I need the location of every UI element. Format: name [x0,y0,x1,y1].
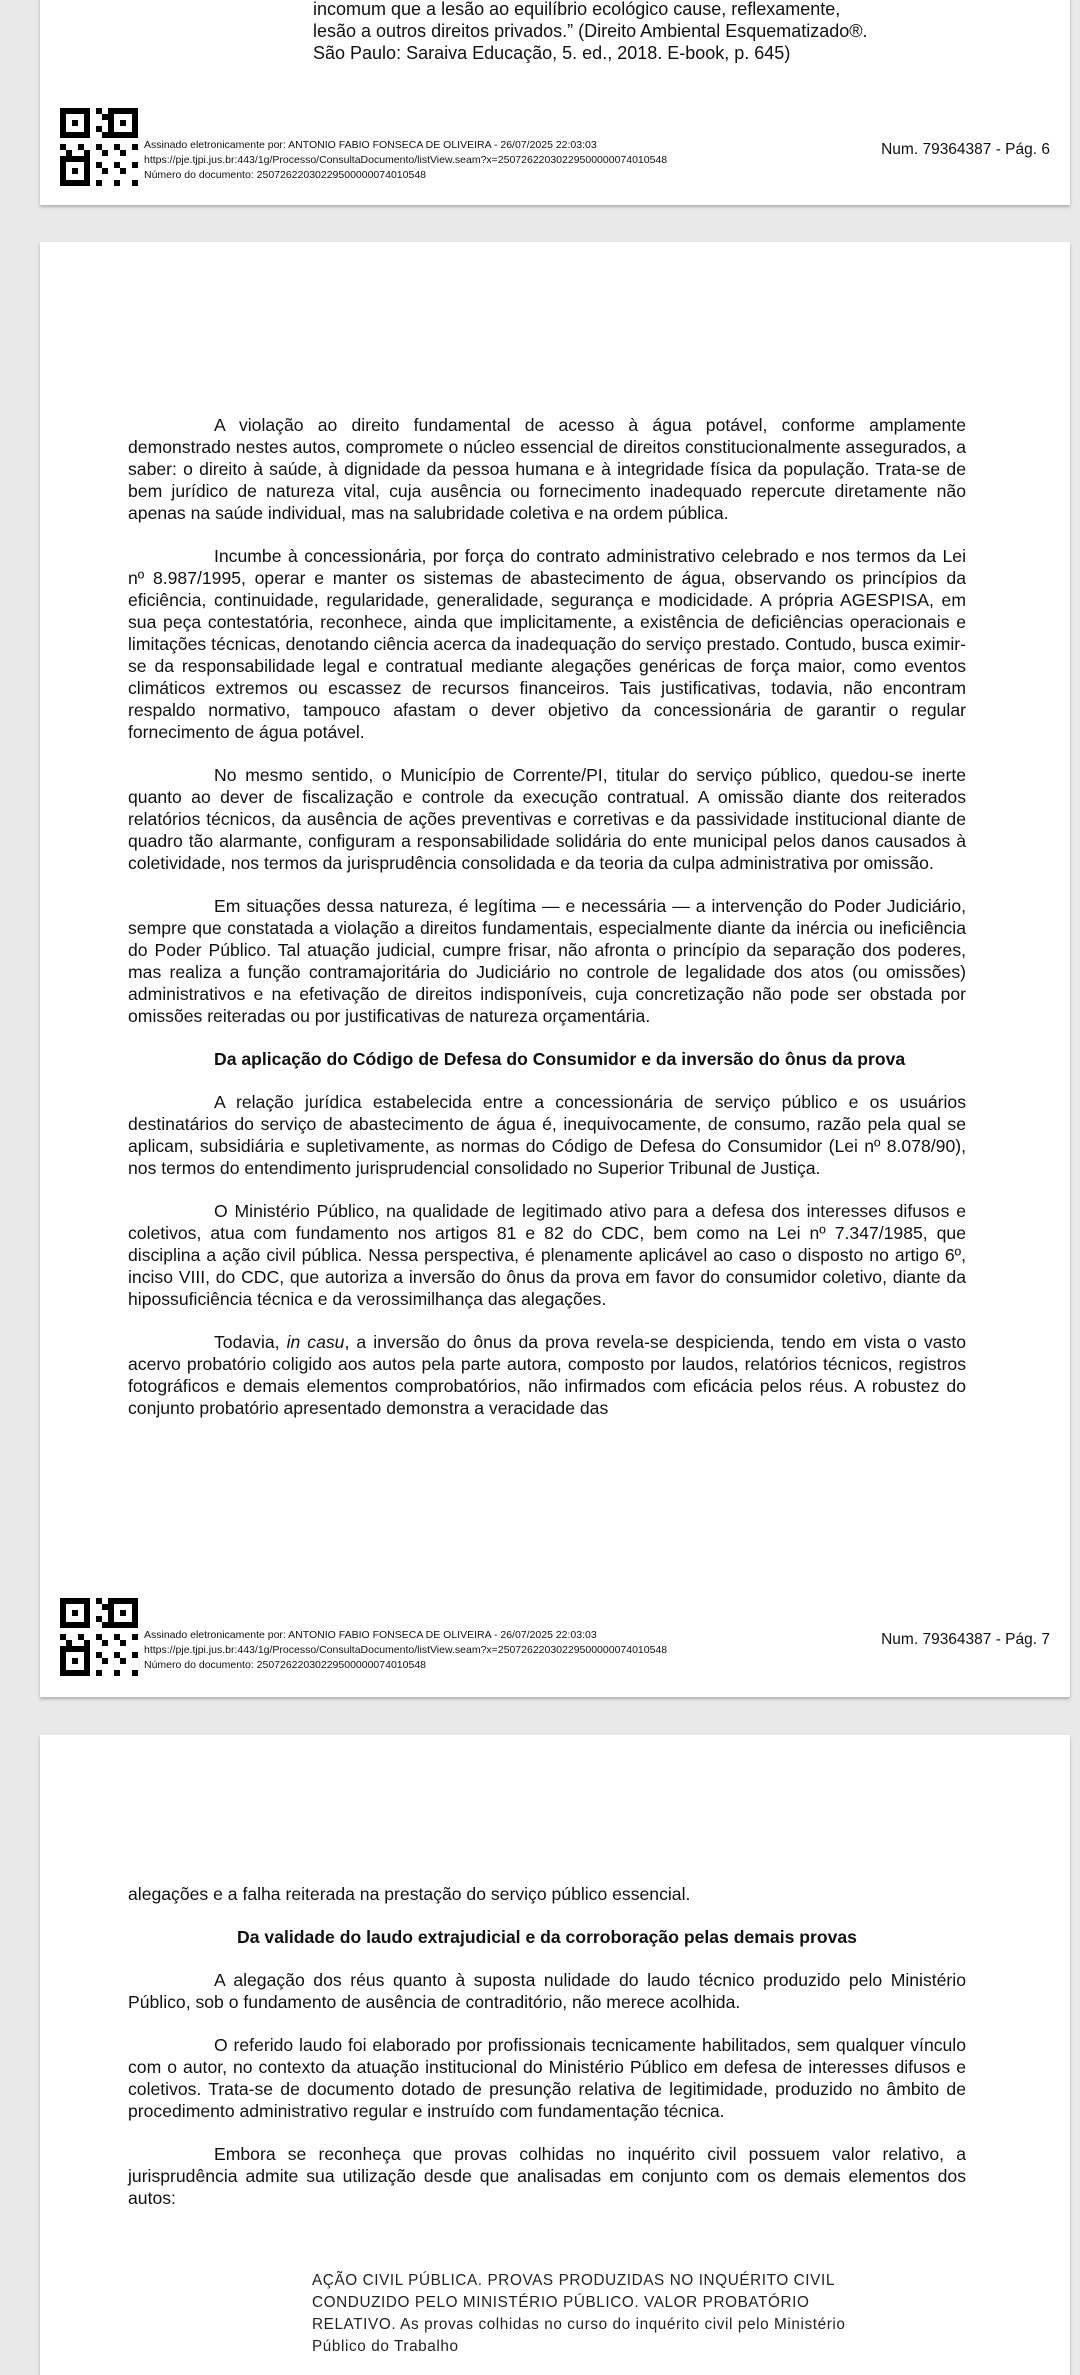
page-body [128,1883,966,2230]
text-run: , a inversão do ônus da prova revela-se despicienda, tendo em vista o vasto acervo probatório coligido aos autos pela parte autora, composto por laudos, relatórios técnicos, registros fotográficos e demais elementos comprobatórios, não infirmados com eficácia pelos réus. A robustez do conjunto probatório apresentado demonstra a veracidade das [128,1332,966,1418]
paragraph: No mesmo sentido, o Município de Corrente/PI, titular do serviço público, quedou-se inerte quanto ao dever de fiscalização e controle da execução contratual. A omissão diante dos reiterados relatórios técnicos, da ausência de ações preventivas e corretivas e da passividade institucional diante de quadro tão alarmante, configuram a responsabilidade solidária do ente municipal pelos danos causados à coletividade, nos termos da jurisprudência consolidada e da teoria da culpa administrativa por omissão. [128,765,966,873]
paragraph: Em situações dessa natureza, é legítima — e necessária — a intervenção do Poder Judiciário, sempre que constatada a violação a direitos fundamentais, especialmente diante da inércia ou ineficiência do Poder Público. Tal atuação judicial, cumpre frisar, não afronta o princípio da separação dos poderes, mas realiza a função contramajoritária do Judiciário no controle de legalidade dos atos (ou omissões) administrativos e na efetivação de direitos indisponíveis, cuja concretização não pode ser obstada por omissões reiteradas ou por justificativas de natureza orçamentária. [128,896,966,1026]
paragraph: Incumbe à concessionária, por força do contrato administrativo celebrado e nos termos da Lei nº 8.987/1995, operar e manter os sistemas de abastecimento de água, observando os princípios da eficiência, continuidade, regularidade, generalidade, segurança e modicidade. A própria AGESPISA, em sua peça contestatória, reconhece, ainda que implicitamente, a existência de deficiências operacionais e limitações técnicas, denotando ciência acerca da inadequação do serviço prestado. Contudo, busca eximir-se da responsabilidade legal e contratual mediante alegações genéricas de força maior, como eventos climáticos extremos ou escassez de recursos financeiros. Tais justificativas, todavia, não encontram respaldo normativo, tampouco afastam o dever objetivo da concessionária de garantir o regular fornecimento de água potável. [128,546,966,742]
paragraph: A alegação dos réus quanto à suposta nulidade do laudo técnico produzido pelo Ministério Público, sob o fundamento de ausência de contraditório, não merece acolhida. [128,1970,966,2012]
quote-line: São Paulo: Saraiva Educação, 5. ed., 2018. E-book, p. 645) [313,43,791,63]
qr-code-icon [60,1598,138,1676]
paragraph: alegações e a falha reiterada na prestação do serviço público essencial. [128,1884,691,1904]
section-heading: Da validade do laudo extrajudicial e da corroboração pelas demais provas [237,1927,857,1947]
paragraph [128,1331,966,1419]
text-run: Todavia, [214,1332,287,1352]
document-page-7 [40,242,1070,1697]
block-quote [313,0,933,64]
quote-line: lesão a outros direitos privados.” (Direito Ambiental Esquematizado®. [313,21,868,41]
signed-by: Assinado eletronicamente por: ANTONIO FABIO FONSECA DE OLIVEIRA - 26/07/2025 22:03:03 [144,139,597,151]
signature-footer [60,108,1060,188]
quote-line: incomum que a lesão ao equilíbrio ecológico cause, reflexamente, [313,0,841,19]
document-page-8 [40,1735,1070,2375]
page-number-label: Num. 79364387 - Pág. 7 [881,1631,1050,1648]
signed-by: Assinado eletronicamente por: ANTONIO FABIO FONSECA DE OLIVEIRA - 26/07/2025 22:03:03 [144,1629,597,1641]
section-heading: Da aplicação do Código de Defesa do Consumidor e da inversão do ônus da prova [214,1049,906,1069]
italic-term: in casu [286,1332,345,1352]
qr-code-icon [60,108,138,186]
jurisprudence-citation: AÇÃO CIVIL PÚBLICA. PROVAS PRODUZIDAS NO INQUÉRITO CIVIL CONDUZIDO PELO MINISTÉRIO PÚBLICO. VALOR PROBATÓRIO RELATIVO. As provas colhidas no curso do inquérito civil pelo Ministério Público do Trabalho [312,2272,846,2355]
signature-footer [60,1598,1060,1678]
paragraph: Embora se reconheça que provas colhidas no inquérito civil possuem valor relativo, a jurisprudência admite sua utilização desde que analisadas em conjunto com os demais elementos dos autos: [128,2144,966,2208]
paragraph: O Ministério Público, na qualidade de legitimado ativo para a defesa dos interesses difusos e coletivos, atua com fundamento nos artigos 81 e 82 do CDC, bem como na Lei nº 7.347/1985, que disciplina a ação civil pública. Nessa perspectiva, é plenamente aplicável ao caso o disposto no artigo 6º, inciso VIII, do CDC, que autoriza a inversão do ônus da prova em favor do consumidor coletivo, diante da hipossuficiência técnica e da verossimilhança das alegações. [128,1201,966,1309]
document-number: Número do documento: 25072622030229500000074010548 [144,169,426,181]
signature-block [144,1628,667,1673]
page-number-label: Num. 79364387 - Pág. 6 [881,141,1050,158]
document-url[interactable]: https://pje.tjpi.jus.br:443/1g/Processo/ConsultaDocumento/listView.seam?x=25072622030229500000074010548 [144,1644,668,1656]
paragraph: A violação ao direito fundamental de acesso à água potável, conforme amplamente demonstrado nestes autos, compromete o núcleo essencial de direitos constitucionalmente assegurados, a saber: o direito à saúde, à dignidade da pessoa humana e à integridade física da população. Trata-se de bem jurídico de natureza vital, cuja ausência ou fornecimento inadequado repercute diretamente não apenas na saúde individual, mas na salubridade coletiva e na ordem pública. [128,415,966,523]
document-url[interactable]: https://pje.tjpi.jus.br:443/1g/Processo/ConsultaDocumento/listView.seam?x=25072622030229500000074010548 [144,154,668,166]
document-number: Número do documento: 25072622030229500000074010548 [144,1659,426,1671]
document-page-6 [40,0,1070,205]
page-body [128,414,966,1440]
signature-block [144,138,667,183]
paragraph: A relação jurídica estabelecida entre a concessionária de serviço público e os usuários destinatários do serviço de abastecimento de água é, inequivocamente, de consumo, razão pela qual se aplicam, subsidiária e supletivamente, as normas do Código de Defesa do Consumidor (Lei nº 8.078/90), nos termos do entendimento jurisprudencial consolidado no Superior Tribunal de Justiça. [128,1092,966,1178]
paragraph: O referido laudo foi elaborado por profissionais tecnicamente habilitados, sem qualquer vínculo com o autor, no contexto da atuação institucional do Ministério Público em defesa de interesses difusos e coletivos. Trata-se de documento dotado de presunção relativa de legitimidade, produzido no âmbito de procedimento administrativo regular e instruído com fundamentação técnica. [128,2035,966,2121]
